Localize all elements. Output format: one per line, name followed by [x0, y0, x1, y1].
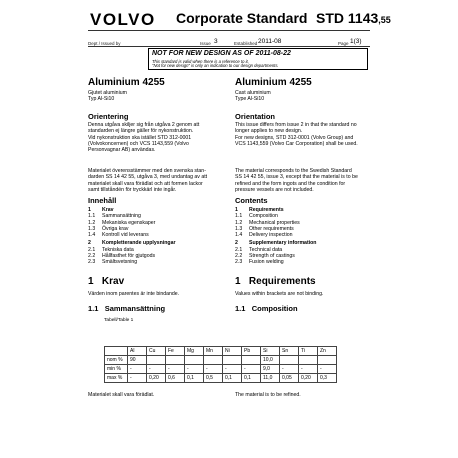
right-orientation-line: This issue differs from issue 2 in that the standard no	[235, 122, 357, 128]
toc-item[interactable]: 2.1 Tekniska data	[88, 246, 134, 253]
left-orientation-line: Personvagnar AB) användas.	[88, 147, 156, 154]
right-material-line: The material corresponds to the Swedish Standard	[235, 168, 352, 174]
left-material-line: materialet skall vara förädlat och att formen lackor	[88, 180, 203, 187]
table-cell: 0,20	[147, 374, 166, 383]
left-orientation-line: Vid nykonstruktion ska istället STD 312-0001	[88, 134, 192, 141]
left-material-line: Materialet överensstämmer med den svenska stan-	[88, 168, 206, 174]
table-header-cell: Ni	[223, 347, 242, 356]
table-cell: -	[223, 365, 242, 374]
right-toc	[235, 207, 316, 266]
table-cell	[185, 356, 204, 365]
not-for-new-design-notice	[148, 48, 368, 70]
table-cell: 0,1	[242, 374, 261, 383]
table-cell: nom %	[105, 356, 128, 365]
volvo-logo: VOLVO	[90, 10, 156, 29]
table-cell: 11,0	[261, 374, 280, 383]
right-orientation-heading: Orientation	[235, 112, 276, 121]
right-section-1-1-heading: 1.1 Composition	[235, 304, 298, 313]
toc-item[interactable]: 2 Supplementary information	[235, 240, 317, 247]
table-cell	[280, 356, 299, 365]
table-header-cell: Mg	[185, 347, 204, 356]
notice-line-3: "Not for new design" is only an indication to our design departments.	[152, 63, 279, 68]
right-material-line: pressure vessels are not included.	[235, 186, 314, 193]
right-subtitle-2: Type Al-Si10	[235, 96, 265, 102]
toc-item[interactable]: 1.4 Kontroll vid leverans	[88, 232, 149, 239]
table-header-cell: Ti	[299, 347, 318, 356]
toc-item[interactable]: 1.3 Other requirements	[235, 225, 294, 232]
left-section-1-1-heading: 1.1 Sammansättning	[88, 304, 166, 313]
table-cell: 0,5	[204, 374, 223, 383]
table-cell	[204, 356, 223, 365]
left-material-line: darden SS 14 42 55, utgåva 3, med undantag av att	[88, 174, 208, 181]
table-header-cell: Pb	[242, 347, 261, 356]
table-cell: max %	[105, 374, 128, 383]
notice-line-2: This standard is valid when there is a reference to it.	[152, 59, 249, 64]
table-cell: min %	[105, 365, 128, 374]
left-section-1-heading: 1 Krav	[88, 276, 125, 287]
right-toc-heading: Contents	[235, 196, 268, 205]
table-cell: -	[185, 365, 204, 374]
table-cell: -	[147, 365, 166, 374]
left-title: Aluminium 4255	[88, 77, 165, 88]
right-subtitle-1: Cast aluminium	[235, 90, 271, 96]
table-row	[105, 374, 337, 383]
table-cell: 90	[128, 356, 147, 365]
left-subtitle-2: Typ Al-Si10	[88, 96, 115, 102]
table-cell: -	[299, 365, 318, 374]
meta-divider	[88, 46, 370, 47]
page-value: 1(3)	[350, 38, 362, 45]
table-cell	[242, 356, 261, 365]
toc-item[interactable]: 1.1 Sammansättning	[88, 213, 141, 220]
table-cell: 10,0	[261, 356, 280, 365]
table-cell: -	[280, 365, 299, 374]
right-section-1-heading: 1 Requirements	[235, 276, 316, 287]
right-material-text	[235, 168, 358, 193]
table-header-cell: Mn	[204, 347, 223, 356]
table-cell: -	[204, 365, 223, 374]
issue-label: Issue	[200, 41, 211, 46]
left-section-1-text: Värden inom parentes är inte bindande.	[88, 291, 180, 297]
composition-table	[104, 346, 337, 383]
issue-value: 3	[214, 38, 218, 45]
standard-number-suffix: ,55	[378, 15, 391, 25]
right-material-line: refined and the form ingots and the condition for	[235, 180, 346, 187]
table-header-cell: Zn	[318, 347, 337, 356]
toc-item[interactable]: 1 Requirements	[235, 207, 284, 213]
standard-number-main: STD 1143	[316, 10, 379, 26]
table-cell: -	[242, 365, 261, 374]
right-orientation-line: longer applies to new design.	[235, 128, 303, 135]
table-cell: 0,20	[299, 374, 318, 383]
left-orientation-line: Denna utgåva skiljer sig från utgåva 2 genom att	[88, 122, 200, 128]
toc-item[interactable]: 1.3 Övriga krav	[88, 225, 129, 232]
left-after-table-text: Materialet skall vara förädlat.	[88, 392, 155, 398]
standard-number	[316, 10, 391, 26]
right-after-table-text: The material is to be refined.	[235, 392, 301, 398]
toc-item[interactable]: 1.1 Composition	[235, 213, 278, 220]
table-header-cell: Sn	[280, 347, 299, 356]
table-caption: Tabell/Table 1	[104, 318, 134, 323]
table-cell	[166, 356, 185, 365]
table-header-cell: Al	[128, 347, 147, 356]
right-orientation-line: VCS 1143,559 (Volvo Car Corporation) shall be used.	[235, 140, 358, 147]
right-title: Aluminium 4255	[235, 77, 312, 88]
table-cell	[223, 356, 242, 365]
table-header-cell: Cu	[147, 347, 166, 356]
table-cell: 0,05	[280, 374, 299, 383]
table-cell: 0,1	[223, 374, 242, 383]
left-orientation-line: standarden ej längre gäller för nykonstruktion.	[88, 128, 194, 135]
table-cell: 9,0	[261, 365, 280, 374]
table-cell: 0,1	[185, 374, 204, 383]
right-orientation-line: For new designs, STD 312-0001 (Volvo Group) and	[235, 134, 354, 141]
table-cell: 0,3	[318, 374, 337, 383]
table-row	[105, 356, 337, 365]
left-orientation-text	[88, 122, 199, 153]
toc-item[interactable]: 2.3 Fusion welding	[235, 259, 284, 266]
toc-item[interactable]: 1.4 Delivery inspection	[235, 232, 293, 239]
established-value: 2011-08	[258, 38, 282, 45]
table-cell	[318, 356, 337, 365]
left-subtitle-1: Gjutet aluminium	[88, 90, 127, 96]
toc-item[interactable]: 2.2 Hållfasthet för gjutgods	[88, 253, 156, 260]
table-cell	[299, 356, 318, 365]
document-type-title: Corporate Standard	[176, 10, 308, 26]
right-section-1-text: Values within brackets are not binding.	[235, 291, 324, 297]
established-label: Established	[234, 41, 258, 46]
table-header-row	[105, 347, 337, 356]
toc-item[interactable]: 1 Krav	[88, 207, 114, 213]
left-material-text	[88, 168, 207, 193]
right-orientation-text	[235, 122, 358, 147]
table-cell: 0,6	[166, 374, 185, 383]
table-cell	[147, 356, 166, 365]
table-header-cell	[105, 347, 128, 356]
left-orientation-heading: Orientering	[88, 112, 129, 121]
toc-item[interactable]: 2.3 Smältsvetsning	[88, 259, 138, 266]
toc-item[interactable]: 1.2 Mechanical properties	[235, 219, 300, 226]
header-divider	[88, 30, 370, 31]
toc-item[interactable]: 2.1 Technical data	[235, 246, 283, 253]
left-orientation-line: (Volvokoncernen) och VCS 1143,559 (Volvo	[88, 140, 189, 147]
table-cell: -	[128, 374, 147, 383]
table-cell: -	[128, 365, 147, 374]
table-cell: -	[318, 365, 337, 374]
right-material-line: SS 14 42 55, issue 3, except that the material is to be	[235, 174, 358, 181]
notice-heading: NOT FOR NEW DESIGN AS OF 2011-08-22	[152, 50, 291, 57]
toc-item[interactable]: 2 Kompletterande upplysningar	[88, 240, 176, 247]
table-header-cell: Si	[261, 347, 280, 356]
dept-label: Dept / Issued by	[88, 41, 121, 46]
page-label: Page	[338, 41, 349, 46]
table-cell: -	[166, 365, 185, 374]
table-header-cell: Fe	[166, 347, 185, 356]
left-material-line: samt tillståndén för tryckkärl inte ingår.	[88, 186, 177, 193]
toc-item[interactable]: 1.2 Mekaniska egenskaper	[88, 219, 156, 226]
table-row	[105, 365, 337, 374]
left-toc-heading: Innehåll	[88, 196, 117, 205]
toc-item[interactable]: 2.2 Strength of castings	[235, 253, 295, 260]
left-toc	[88, 207, 176, 266]
